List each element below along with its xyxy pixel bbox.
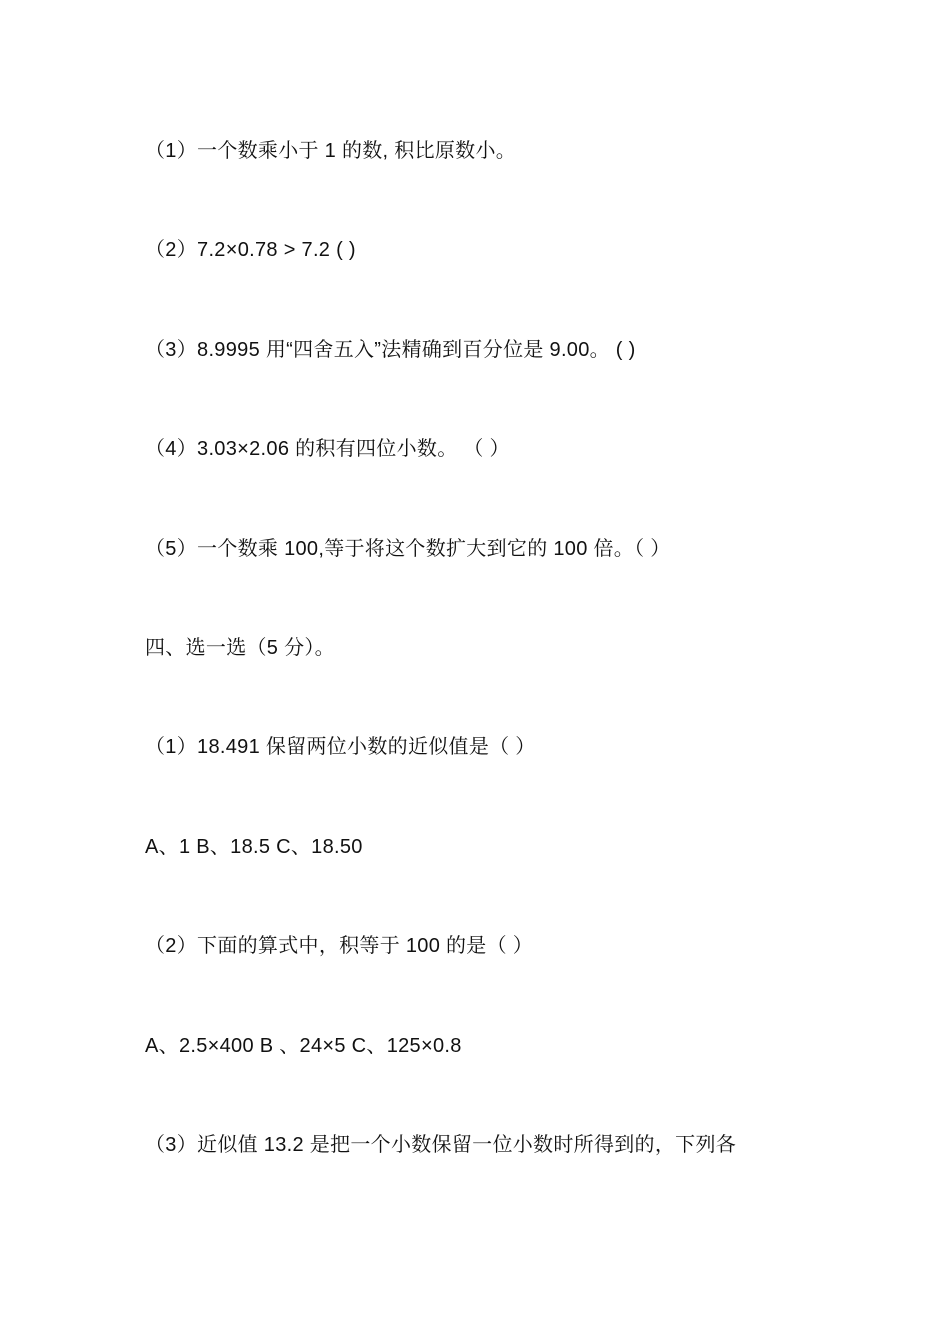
choice-options-1: A、1 B、18.5 C、18.50 [145,836,363,858]
judgment-item-2: （2）7.2×0.78 > 7.2 ( ) [145,239,356,261]
judgment-item-5: （5）一个数乘 100,等于将这个数扩大到它的 100 倍。（ ） [145,538,671,560]
choice-question-2: （2）下面的算式中，积等于 100 的是（ ） [145,935,534,957]
section-heading: 四、选一选（5 分）。 [145,637,335,659]
choice-question-3: （3）近似值 13.2 是把一个小数保留一位小数时所得到的，下列各 [145,1134,737,1156]
choice-options-2: A、2.5×400 B 、24×5 C、125×0.8 [145,1035,462,1057]
judgment-item-1: （1）一个数乘小于 1 的数, 积比原数小。 [145,140,517,162]
judgment-item-4: （4）3.03×2.06 的积有四位小数。 （ ） [145,438,510,460]
choice-question-1: （1）18.491 保留两位小数的近似值是（ ） [145,736,536,758]
judgment-item-3: （3）8.9995 用“四舍五入”法精确到百分位是 9.00。 ( ) [145,339,636,361]
